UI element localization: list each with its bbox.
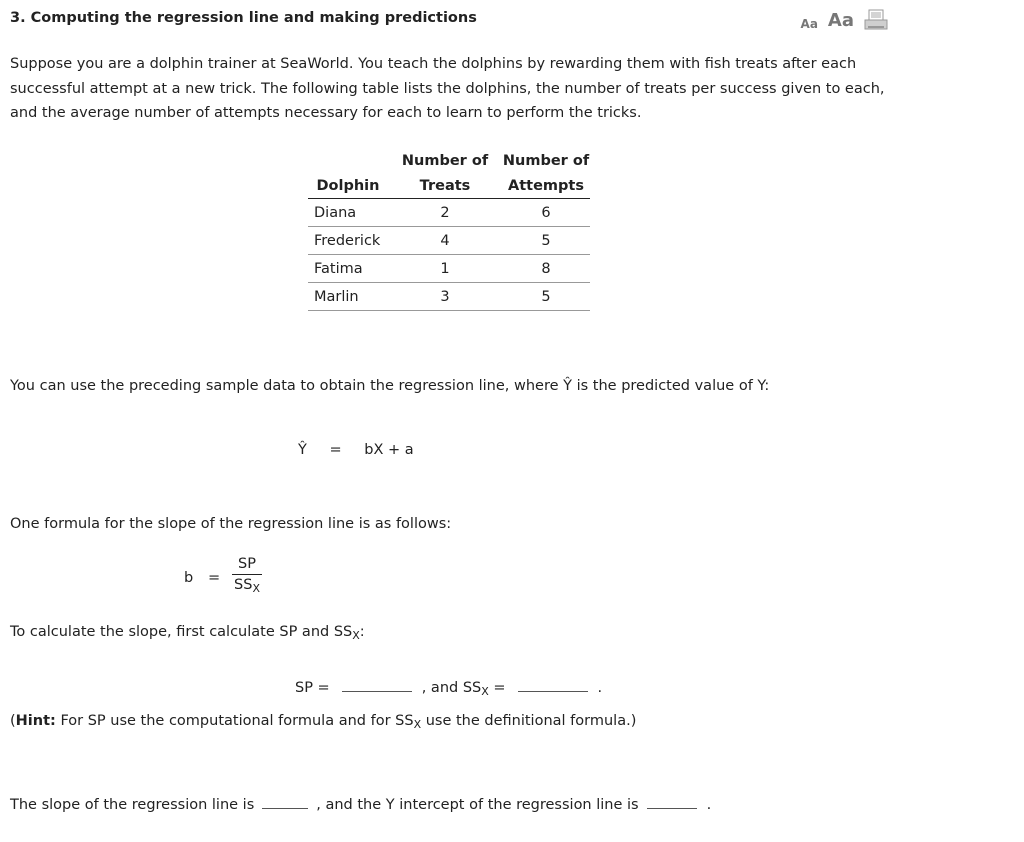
cell-treats: 1 bbox=[388, 255, 502, 283]
cell-name: Diana bbox=[308, 199, 388, 227]
header-treats: Number of Treats bbox=[401, 153, 489, 194]
cell-name: Marlin bbox=[308, 283, 388, 311]
slope-input[interactable] bbox=[262, 792, 308, 809]
equation-equals: = bbox=[329, 442, 342, 458]
header-attempts: Number of Attempts bbox=[502, 153, 590, 194]
ss-label: , and $SS_X$ = bbox=[421, 680, 506, 698]
hint-text: (Hint: For SP use the computational formula and for $SS_X$ use the definitional formula.) bbox=[10, 713, 637, 731]
table-row bbox=[308, 227, 590, 255]
table-row bbox=[308, 255, 590, 283]
font-size-large-button[interactable]: Aa bbox=[827, 10, 854, 31]
cell-attempts: 8 bbox=[502, 255, 590, 283]
cell-treats: 4 bbox=[388, 227, 502, 255]
ss-input[interactable] bbox=[518, 675, 588, 692]
toolbar bbox=[801, 9, 888, 31]
calc-text: To calculate the slope, first calculate SP and $SS_X$: bbox=[10, 624, 365, 642]
fraction-numerator: SP bbox=[232, 556, 262, 575]
sp-label: SP = bbox=[295, 680, 330, 696]
cell-name: Frederick bbox=[308, 227, 388, 255]
table-header-row bbox=[308, 149, 590, 199]
printer-icon[interactable] bbox=[864, 9, 888, 31]
equation-lhs: Ŷ bbox=[298, 442, 307, 458]
slope-lhs: b bbox=[184, 570, 194, 586]
period: . bbox=[597, 680, 603, 696]
sp-input[interactable] bbox=[342, 675, 412, 692]
sp-ss-inputs bbox=[295, 675, 602, 698]
period: . bbox=[706, 797, 712, 813]
cell-treats: 2 bbox=[388, 199, 502, 227]
slope-equals: = bbox=[208, 570, 221, 586]
regression-equation bbox=[298, 442, 432, 458]
cell-name: Fatima bbox=[308, 255, 388, 283]
fraction-denominator: $SS_X$ bbox=[234, 577, 260, 595]
slope-sentence bbox=[10, 792, 711, 813]
slope-intro: One formula for the slope of the regression line is as follows: bbox=[10, 516, 452, 532]
intercept-text: , and the Y intercept of the regression line is bbox=[316, 797, 639, 813]
cell-attempts: 5 bbox=[502, 283, 590, 311]
equation-rhs: bX + a bbox=[364, 442, 414, 458]
intro-paragraph: Suppose you are a dolphin trainer at SeaWorld. You teach the dolphins by rewarding them with fish treats after each successful attempt at a new trick. The following table lists the dolphins, the number of treats per success given to each, and the average number of attempts necessary for each to learn to perform the tricks. bbox=[10, 56, 885, 121]
cell-attempts: 6 bbox=[502, 199, 590, 227]
slope-text: The slope of the regression line is bbox=[10, 797, 255, 813]
header-dolphin: Dolphin bbox=[316, 177, 380, 194]
intercept-input[interactable] bbox=[647, 792, 697, 809]
font-size-small-button[interactable]: Aa bbox=[800, 17, 818, 31]
slope-fraction bbox=[232, 556, 262, 595]
cell-treats: 3 bbox=[388, 283, 502, 311]
table-row bbox=[308, 199, 590, 227]
dolphin-table bbox=[308, 149, 590, 311]
question-title: 3. Computing the regression line and making predictions bbox=[10, 10, 477, 26]
regression-text: You can use the preceding sample data to obtain the regression line, where Ŷ is the predicted value of Y: bbox=[10, 378, 770, 394]
table-row bbox=[308, 283, 590, 311]
cell-attempts: 5 bbox=[502, 227, 590, 255]
